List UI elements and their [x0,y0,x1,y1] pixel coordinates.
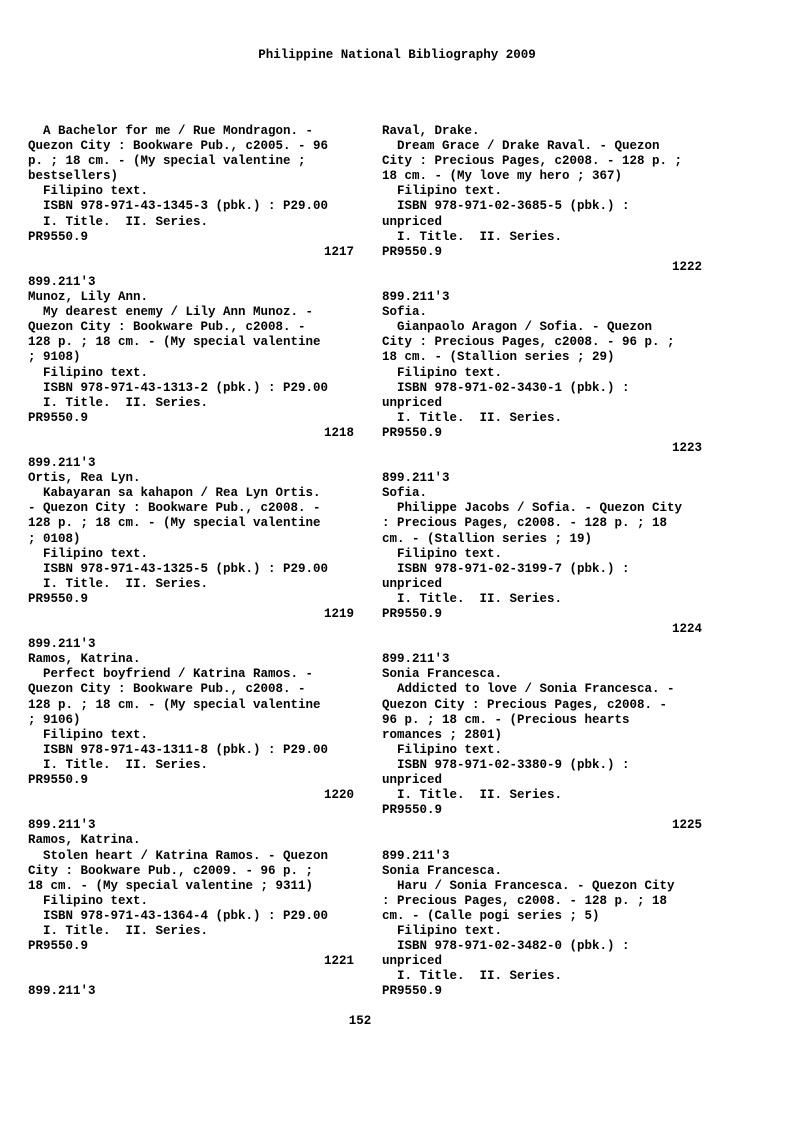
entry-line: I. Title. II. Series. [28,576,209,591]
entry-line: - Quezon City : Bookware Pub., c2008. - [28,501,321,516]
entry-line: p. ; 18 cm. - (My special valentine ; [28,154,306,169]
entry-line: City : Precious Pages, c2008. - 128 p. ; [382,154,683,169]
entry-line: 96 p. ; 18 cm. - (Precious hearts [382,712,630,727]
entry-line: Filipino text. [28,727,149,742]
entry-line: PR9550.9 [382,803,443,818]
entry-line: 899.211'3 [382,471,450,486]
entry-line: Sofia. [382,305,428,320]
entry-line: PR9550.9 [382,984,443,999]
entry-line: Quezon City : Bookware Pub., c2008. - [28,320,306,335]
entry-line: PR9550.9 [382,425,443,440]
entry-line: Sonia Francesca. [382,667,503,682]
entry-line: Filipino text. [28,365,149,380]
entry-gap [382,275,702,290]
entry-line: PR9550.9 [28,939,89,954]
entry-line: Ramos, Katrina. [28,652,141,667]
bibliography-entry [28,275,354,456]
entry-line: I. Title. II. Series. [28,923,209,938]
entry-line: 899.211'3 [382,652,450,667]
entry-line: Filipino text. [28,184,149,199]
entry-number: 1217 [323,244,354,259]
entry-line: unpriced [382,773,443,788]
bibliography-entry [382,471,702,652]
page-number: 152 [348,1014,372,1028]
entry-line: Filipino text. [382,923,503,938]
entry-gap [28,622,354,637]
entry-line: I. Title. II. Series. [382,229,563,244]
entry-line: PR9550.9 [382,607,443,621]
entry-line: City : Precious Pages, c2008. - 96 p. ; [382,335,675,350]
entry-line: Filipino text. [382,184,503,199]
entry-number: 1221 [323,954,354,969]
entry-line: I. Title. II. Series. [28,757,209,772]
entry-line: A Bachelor for me / Rue Mondragon. - [28,124,314,138]
bibliography-entry [28,984,354,999]
entry-line: ISBN 978-971-02-3430-1 (pbk.) : [382,380,630,395]
entry-line: 128 p. ; 18 cm. - (My special valentine [28,335,321,350]
entry-line: unpriced [382,395,443,410]
right-column [382,124,702,999]
entry-line: ISBN 978-971-43-1345-3 (pbk.) : P29.00 [28,199,329,214]
entry-line: Filipino text. [382,546,503,561]
entry-line: Munoz, Lily Ann. [28,290,149,305]
bibliography-entry [382,652,702,848]
entry-line: unpriced [382,214,443,229]
entry-line: I. Title. II. Series. [28,395,209,410]
entry-line: I. Title. II. Series. [382,788,563,803]
entry-line: 899.211'3 [28,637,96,652]
entry-line: I. Title. II. Series. [382,591,563,606]
bibliography-entry [382,290,702,471]
entry-line: Dream Grace / Drake Raval. - Quezon [382,139,660,154]
entry-line: My dearest enemy / Lily Ann Munoz. - [28,305,314,320]
entry-gap [28,969,354,984]
entry-gap [382,833,702,848]
entry-gap [382,637,702,652]
entry-line: ISBN 978-971-02-3380-9 (pbk.) : [382,757,630,772]
entry-line: I. Title. II. Series. [382,410,563,425]
entry-line: Filipino text. [382,742,503,757]
entry-line: Perfect boyfriend / Katrina Ramos. - [28,667,314,682]
entry-line: Filipino text. [28,546,149,561]
entry-line: ISBN 978-971-43-1364-4 (pbk.) : P29.00 [28,908,329,923]
entry-line: Quezon City : Precious Pages, c2008. - [382,697,668,712]
entry-line: 128 p. ; 18 cm. - (My special valentine [28,516,321,531]
entry-line: Ramos, Katrina. [28,833,141,848]
entry-line: : Precious Pages, c2008. - 128 p. ; 18 [382,516,668,531]
entry-line: Addicted to love / Sonia Francesca. - [382,682,675,697]
entry-line: Filipino text. [382,365,503,380]
entry-line: I. Title. II. Series. [382,969,563,984]
entry-line: Philippe Jacobs / Sofia. - Quezon City [382,501,683,516]
entry-line: City : Bookware Pub., c2009. - 96 p. ; [28,863,314,878]
entry-line: 899.211'3 [28,818,96,833]
entry-number: 1224 [671,622,702,637]
entry-line: PR9550.9 [28,773,89,788]
entry-line: PR9550.9 [382,244,443,259]
entry-gap [28,260,354,275]
bibliography-entry [28,124,354,275]
entry-line: ISBN 978-971-02-3482-0 (pbk.) : [382,939,630,954]
entry-line: Raval, Drake. [382,124,480,138]
entry-line: cm. - (Stallion series ; 19) [382,531,593,546]
entry-line: 128 p. ; 18 cm. - (My special valentine [28,697,321,712]
entry-line: Kabayaran sa kahapon / Rea Lyn Ortis. [28,486,321,501]
entry-line: Quezon City : Bookware Pub., c2005. - 96 [28,139,329,154]
entry-line: ISBN 978-971-43-1311-8 (pbk.) : P29.00 [28,742,329,757]
entry-number: 1219 [323,607,354,621]
entry-number: 1222 [671,259,702,274]
bibliography-entry [28,637,354,818]
entry-line: Quezon City : Bookware Pub., c2008. - [28,682,306,697]
entry-number: 1225 [671,818,702,833]
bibliography-entry [28,456,354,637]
bibliography-entry [382,124,702,290]
entry-line: 899.211'3 [382,290,450,305]
entry-line: Filipino text. [28,893,149,908]
entry-line: unpriced [382,954,443,969]
entry-line: 899.211'3 [28,984,96,999]
entry-number: 1223 [671,440,702,455]
entry-line: ISBN 978-971-43-1325-5 (pbk.) : P29.00 [28,561,329,576]
entry-number: 1218 [323,425,354,440]
page-header-title: Philippine National Bibliography 2009 [258,48,536,62]
entry-line: Stolen heart / Katrina Ramos. - Quezon [28,848,329,863]
entry-number: 1220 [323,788,354,803]
entry-line: cm. - (Calle pogi series ; 5) [382,908,600,923]
left-column [28,124,354,999]
entry-line: Haru / Sonia Francesca. - Quezon City [382,878,675,893]
entry-line: unpriced [382,576,443,591]
entry-line: Sonia Francesca. [382,863,503,878]
entry-line: I. Title. II. Series. [28,214,209,229]
entry-line: ISBN 978-971-43-1313-2 (pbk.) : P29.00 [28,380,329,395]
entry-line: ISBN 978-971-02-3199-7 (pbk.) : [382,561,630,576]
entry-gap [28,441,354,456]
entry-line: ; 9108) [28,350,81,365]
entry-line: ; 9106) [28,712,81,727]
entry-line: 899.211'3 [382,848,450,863]
entry-line: ISBN 978-971-02-3685-5 (pbk.) : [382,199,630,214]
entry-line: Ortis, Rea Lyn. [28,471,141,486]
entry-line: PR9550.9 [28,591,89,606]
entry-line: ; 0108) [28,531,81,546]
entry-line: 18 cm. - (My special valentine ; 9311) [28,878,314,893]
entry-line: 18 cm. - (Stallion series ; 29) [382,350,615,365]
bibliography-entry [382,849,702,1000]
entry-line: 18 cm. - (My love my hero ; 367) [382,169,623,184]
entry-line: Gianpaolo Aragon / Sofia. - Quezon [382,320,653,335]
entry-line: Sofia. [382,486,428,501]
entry-gap [28,803,354,818]
bibliography-entry [28,818,354,984]
entry-line: romances ; 2801) [382,727,503,742]
entry-gap [382,456,702,471]
entry-line: 899.211'3 [28,456,96,471]
entry-line: PR9550.9 [28,229,89,244]
entry-line: PR9550.9 [28,410,89,425]
entry-line: 899.211'3 [28,274,96,289]
entry-line: bestsellers) [28,169,119,184]
entry-line: : Precious Pages, c2008. - 128 p. ; 18 [382,893,668,908]
